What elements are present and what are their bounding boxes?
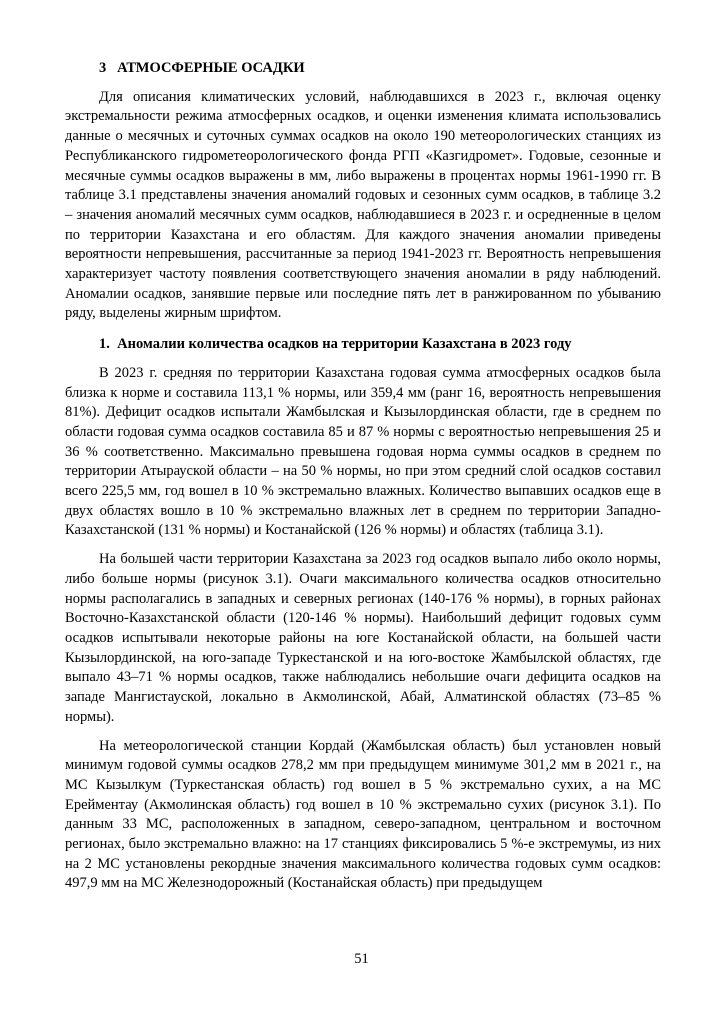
paragraph-territory-distribution: На большей части территории Казахстана за 2023 год осадков выпало либо около нормы, либо больше нормы (рисунок 3.1). Очаги максимального количества осадков относительно нормы располагались в западных и северных регионах (140-176 % нормы), в горных районах Восточно-Казахстанской области (120-146 % нормы). Наибольший дефицит годовых сумм осадков испытывали некоторые районы на юге Костанайской области, на большей части Кызылординской, на юго-западе Туркестанской и на юго-востоке Жамбылской областях, где выпало 43–71 % нормы осадков, также наблюдались небольшие очаги дефицита осадков на западе Мангистауской, локально в Акмолинской, Абай, Алматинской областях (73–85 % нормы). bbox=[65, 551, 661, 725]
page-number: 51 bbox=[354, 951, 369, 968]
section-heading: 3 АТМОСФЕРНЫЕ ОСАДКИ bbox=[99, 60, 305, 76]
paragraph-station-records: На метеорологической станции Кордай (Жамбылская область) был установлен новый минимум годовой суммы осадков 278,2 мм при предыдущем минимуме 301,2 мм в 2021 г., на МС Кызылкум (Туркестанская область) год вошел в 5 % экстремально сухих, а на МС Ерейментау (Акмолинская область) год вошел в 10 % экстремально сухих (рисунок 3.1). По данным 33 МС, расположенных в западном, северо-западном, центральном и восточном регионах, было экстремально влажно: на 17 станциях фиксировались 5 %-е экстремумы, из них на 2 МС установлены рекордные значения максимального количества годовых сумм осадков: 497,9 мм на МС Железнодорожный (Костанайская область) при предыдущем bbox=[65, 737, 661, 892]
paragraph-anomalies-summary: В 2023 г. средняя по территории Казахстана годовая сумма атмосферных осадков была близка к норме и составила 113,1 % нормы, или 359,4 мм (ранг 16, вероятность непревышения 81%). Дефицит осадков испытали Жамбылская и Кызылординская области, где в среднем по области годовая сумма осадков составила 85 и 87 % нормы с вероятностью непревышения 25 и 36 % соответственно. Максимально превышена годовая норма суммы осадков в среднем по территории Атырауской области – на 50 % нормы, но при этом средний слой осадков составил всего 225,5 мм, год вошел в 10 % экстремально влажных. Количество выпавших осадков еще в двух областях вошло в 10 % экстремально влажных лет в среднем по территории Западно-Казахстанской (131 % нормы) и Костанайской (126 % нормы) и областях (таблица 3.1). bbox=[65, 364, 661, 539]
intro-paragraph: Для описания климатических условий, наблюдавшихся в 2023 г., включая оценку экстремальности режима атмосферных осадков, и оценки изменения климата использовались данные о месячных и суточных суммах осадков на около 190 метеорологических станциях из Республиканского гидрометеорологического фонда РГП «Казгидромет». Годовые, сезонные и месячные суммы осадков выражены в мм, либо выражены в процентах нормы 1961-1990 гг. В таблице 3.1 представлены значения аномалий годовых и сезонных сумм осадков, в таблице 3.2 – значения аномалий месячных сумм осадков, наблюдавшиеся в 2023 г. и осредненные в целом по территории Казахстана и его областям. Для каждого значения аномалии приведены вероятности непревышения, рассчитанные за период 1941-2023 гг. Вероятность непревышения характеризует частоту появления соответствующего значения аномалии в ряду наблюдений. Аномалии осадков, занявшие первые или последние пять лет в ранжированном по убыванию ряду, выделены жирным шрифтом. bbox=[65, 88, 661, 322]
subsection-heading: 1. Аномалии количества осадков на территории Казахстана в 2023 году bbox=[99, 336, 572, 353]
